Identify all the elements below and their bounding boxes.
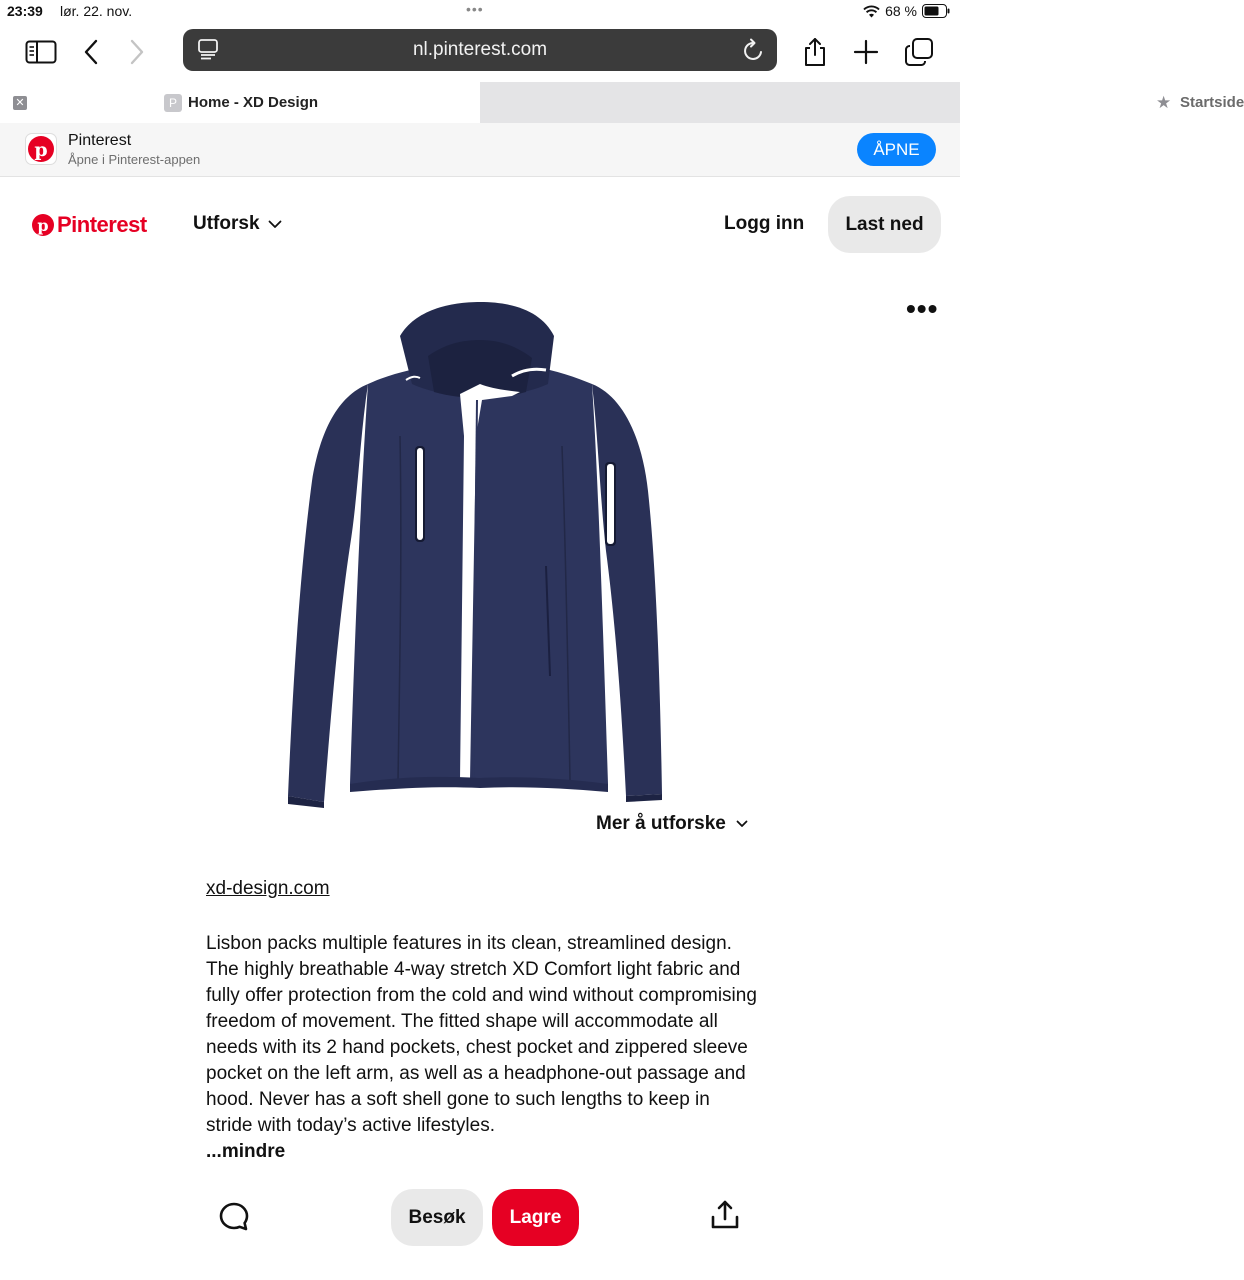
status-bar: [0, 0, 960, 24]
explore-label: Utforsk: [193, 213, 260, 234]
save-button[interactable]: Lagre: [492, 1189, 579, 1246]
status-date: lør. 22. nov.: [60, 3, 133, 19]
logo-text: Pinterest: [57, 212, 147, 237]
more-to-explore-toggle[interactable]: [596, 813, 748, 835]
url-text: nl.pinterest.com: [412, 39, 548, 60]
svg-text:p: p: [34, 139, 48, 161]
pin-description: Lisbon packs multiple features in its clean, streamlined design. The highly breathable 4-way stretch XD Comfort light fabric and fully offer protection from the cold and wind without compromising freedom of movement. The fitted shape will accommodate all needs with its 2 hand pockets, chest pocket and zippered sleeve pocket on the left arm, as well as a headphone-out passage and hood. Never has a soft shell gone to such lengths to keep in stride with today’s active lifestyles.: [206, 933, 757, 1136]
back-icon[interactable]: [73, 34, 109, 70]
pin-image[interactable]: [250, 296, 710, 810]
download-button[interactable]: Last ned: [828, 196, 941, 253]
tab-home-xd-design[interactable]: [0, 82, 480, 123]
pinterest-logo-icon: [32, 214, 54, 236]
open-app-button[interactable]: ÅPNE: [857, 133, 936, 166]
status-time: 23:39: [7, 3, 43, 19]
pinterest-app-icon: [25, 133, 57, 165]
browser-toolbar: [0, 24, 960, 80]
sidebar-icon[interactable]: [23, 34, 59, 70]
share-icon[interactable]: [709, 1199, 741, 1236]
visit-button[interactable]: Besøk: [391, 1189, 483, 1246]
share-page-icon[interactable]: [797, 34, 833, 70]
new-tab-icon[interactable]: [848, 34, 884, 70]
login-link[interactable]: Logg inn: [724, 213, 805, 234]
pinterest-logo[interactable]: [32, 212, 147, 238]
site-header: [0, 177, 960, 273]
svg-text:p: p: [37, 216, 49, 235]
banner-title: Pinterest: [68, 132, 132, 149]
show-less-link[interactable]: ...mindre: [206, 1141, 286, 1162]
address-bar[interactable]: [183, 29, 777, 71]
close-tab-icon[interactable]: ✕: [13, 96, 27, 110]
reload-icon[interactable]: [743, 38, 765, 67]
tab-title: Startside: [1180, 94, 1244, 111]
explore-menu[interactable]: [193, 213, 282, 235]
tab-title: Home - XD Design: [188, 94, 319, 111]
forward-icon[interactable]: [119, 34, 155, 70]
tab-bar: [0, 82, 1244, 123]
tab-overview-icon[interactable]: [901, 34, 937, 70]
star-icon: ★: [1156, 93, 1172, 112]
tab-startside[interactable]: [480, 82, 1244, 123]
more-options-icon[interactable]: •••: [906, 293, 939, 324]
smart-app-banner: [0, 123, 960, 177]
multitasking-dots-icon[interactable]: •••: [466, 1, 484, 17]
favicon-icon: P: [164, 94, 182, 112]
banner-subtitle: Åpne i Pinterest-appen: [68, 152, 201, 167]
source-link[interactable]: xd-design.com: [206, 878, 330, 899]
more-to-explore-label: Mer å utforske: [596, 813, 726, 834]
comment-icon[interactable]: [218, 1201, 250, 1238]
battery-icon: [922, 4, 950, 18]
status-indicators: [863, 3, 950, 19]
wifi-icon: [863, 5, 880, 18]
chevron-down-icon: [736, 820, 748, 828]
battery-percent: 68 %: [885, 3, 917, 19]
chevron-down-icon: [268, 220, 282, 229]
